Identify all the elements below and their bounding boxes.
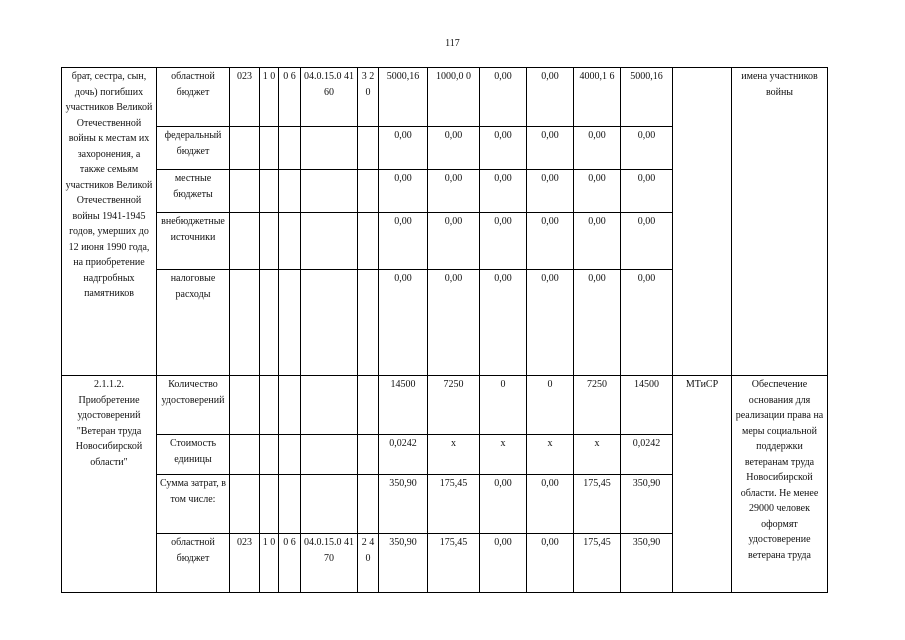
- vr-cell: [358, 213, 379, 270]
- value-cell: 0,00: [621, 127, 673, 170]
- value-cell: 1000,0 0: [428, 68, 480, 127]
- value-cell: x: [480, 435, 527, 475]
- value-cell: 0,00: [574, 270, 621, 376]
- pr-cell: 0 6: [279, 534, 301, 593]
- value-cell: 0,00: [621, 170, 673, 213]
- vr-cell: [358, 475, 379, 534]
- value-cell: 0,00: [379, 170, 428, 213]
- value-cell: 0,00: [379, 213, 428, 270]
- grbs-cell: [230, 170, 260, 213]
- csr-cell: [301, 170, 358, 213]
- value-cell: 0,00: [574, 127, 621, 170]
- expected-result-cell: Обеспечение основания для реализации права на меры социальной поддержки ветеранам труда Новосибирской области. Не менее 29000 человек оформят удостоверение ветерана труда: [732, 376, 828, 593]
- executor-cell: [673, 68, 732, 376]
- value-cell: 175,45: [428, 475, 480, 534]
- value-cell: 0,00: [527, 534, 574, 593]
- vr-cell: 2 4 0: [358, 534, 379, 593]
- value-cell: x: [527, 435, 574, 475]
- value-cell: 0,00: [379, 127, 428, 170]
- value-cell: 0,00: [480, 127, 527, 170]
- program-table: [61, 67, 828, 593]
- value-cell: 175,45: [574, 534, 621, 593]
- grbs-cell: [230, 475, 260, 534]
- grbs-cell: [230, 213, 260, 270]
- pr-cell: [279, 170, 301, 213]
- value-cell: 0,0242: [379, 435, 428, 475]
- value-cell: 0: [527, 376, 574, 435]
- value-cell: 7250: [428, 376, 480, 435]
- vr-cell: [358, 376, 379, 435]
- vr-cell: [358, 170, 379, 213]
- pr-cell: [279, 475, 301, 534]
- vr-cell: [358, 270, 379, 376]
- page-number: 117: [445, 38, 460, 49]
- csr-cell: [301, 435, 358, 475]
- vr-cell: [358, 127, 379, 170]
- csr-cell: [301, 127, 358, 170]
- pr-cell: [279, 270, 301, 376]
- value-cell: 0,00: [480, 170, 527, 213]
- pr-cell: [279, 213, 301, 270]
- pr-cell: 0 6: [279, 68, 301, 127]
- value-cell: 0,00: [621, 213, 673, 270]
- funding-source-cell: Сумма затрат, в том числе:: [157, 475, 230, 534]
- csr-cell: 04.0.15.0 4160: [301, 68, 358, 127]
- value-cell: 175,45: [574, 475, 621, 534]
- value-cell: 0,00: [480, 475, 527, 534]
- value-cell: 0,00: [428, 127, 480, 170]
- value-cell: 350,90: [621, 534, 673, 593]
- grbs-cell: 023: [230, 68, 260, 127]
- value-cell: 0: [480, 376, 527, 435]
- csr-cell: [301, 213, 358, 270]
- value-cell: 5000,16: [621, 68, 673, 127]
- funding-source-cell: Количество удостоверений: [157, 376, 230, 435]
- grbs-cell: [230, 127, 260, 170]
- value-cell: 0,00: [574, 213, 621, 270]
- value-cell: 0,00: [480, 213, 527, 270]
- value-cell: 0,00: [527, 127, 574, 170]
- value-cell: 0,00: [379, 270, 428, 376]
- funding-source-cell: Стоимость единицы: [157, 435, 230, 475]
- table-row: [62, 68, 828, 127]
- funding-source-cell: местные бюджеты: [157, 170, 230, 213]
- funding-source-cell: налоговые расходы: [157, 270, 230, 376]
- csr-cell: [301, 376, 358, 435]
- funding-source-cell: областной бюджет: [157, 68, 230, 127]
- value-cell: 0,00: [480, 534, 527, 593]
- rz-cell: [260, 127, 279, 170]
- value-cell: 0,00: [574, 170, 621, 213]
- value-cell: x: [574, 435, 621, 475]
- value-cell: 0,00: [527, 213, 574, 270]
- value-cell: 0,00: [428, 270, 480, 376]
- pr-cell: [279, 127, 301, 170]
- vr-cell: 3 2 0: [358, 68, 379, 127]
- rz-cell: 1 0: [260, 68, 279, 127]
- value-cell: 4000,1 6: [574, 68, 621, 127]
- value-cell: 0,00: [527, 270, 574, 376]
- executor-cell: МТиСР: [673, 376, 732, 593]
- value-cell: 175,45: [428, 534, 480, 593]
- pr-cell: [279, 376, 301, 435]
- value-cell: 350,90: [379, 534, 428, 593]
- pr-cell: [279, 435, 301, 475]
- value-cell: 0,00: [428, 213, 480, 270]
- value-cell: 7250: [574, 376, 621, 435]
- value-cell: 14500: [379, 376, 428, 435]
- funding-source-cell: областной бюджет: [157, 534, 230, 593]
- grbs-cell: [230, 435, 260, 475]
- value-cell: 0,00: [480, 270, 527, 376]
- value-cell: 0,0242: [621, 435, 673, 475]
- grbs-cell: [230, 376, 260, 435]
- grbs-cell: [230, 270, 260, 376]
- csr-cell: 04.0.15.0 4170: [301, 534, 358, 593]
- value-cell: 0,00: [527, 170, 574, 213]
- rz-cell: 1 0: [260, 534, 279, 593]
- rz-cell: [260, 376, 279, 435]
- rz-cell: [260, 270, 279, 376]
- value-cell: 0,00: [527, 475, 574, 534]
- rz-cell: [260, 213, 279, 270]
- value-cell: 0,00: [621, 270, 673, 376]
- vr-cell: [358, 435, 379, 475]
- funding-source-cell: федеральный бюджет: [157, 127, 230, 170]
- measure-name-cell: 2.1.1.2. Приобретение удостоверений "Ветеран труда Новосибирской области": [62, 376, 157, 593]
- value-cell: 0,00: [428, 170, 480, 213]
- expected-result-cell: имена участников войны: [732, 68, 828, 376]
- table-row: [62, 376, 828, 435]
- rz-cell: [260, 170, 279, 213]
- value-cell: 350,90: [621, 475, 673, 534]
- value-cell: 5000,16: [379, 68, 428, 127]
- funding-source-cell: внебюджетные источники: [157, 213, 230, 270]
- grbs-cell: 023: [230, 534, 260, 593]
- value-cell: 350,90: [379, 475, 428, 534]
- csr-cell: [301, 475, 358, 534]
- measure-name-cell: брат, сестра, сын, дочь) погибших участников Великой Отечественной войны к местам их захоронения, а также семьям участников Великой Отечественной войны 1941-1945 годов, умерших до 12 июня 1990 года, на приобретение надгробных памятников: [62, 68, 157, 376]
- csr-cell: [301, 270, 358, 376]
- rz-cell: [260, 435, 279, 475]
- value-cell: 0,00: [527, 68, 574, 127]
- value-cell: 14500: [621, 376, 673, 435]
- rz-cell: [260, 475, 279, 534]
- value-cell: x: [428, 435, 480, 475]
- value-cell: 0,00: [480, 68, 527, 127]
